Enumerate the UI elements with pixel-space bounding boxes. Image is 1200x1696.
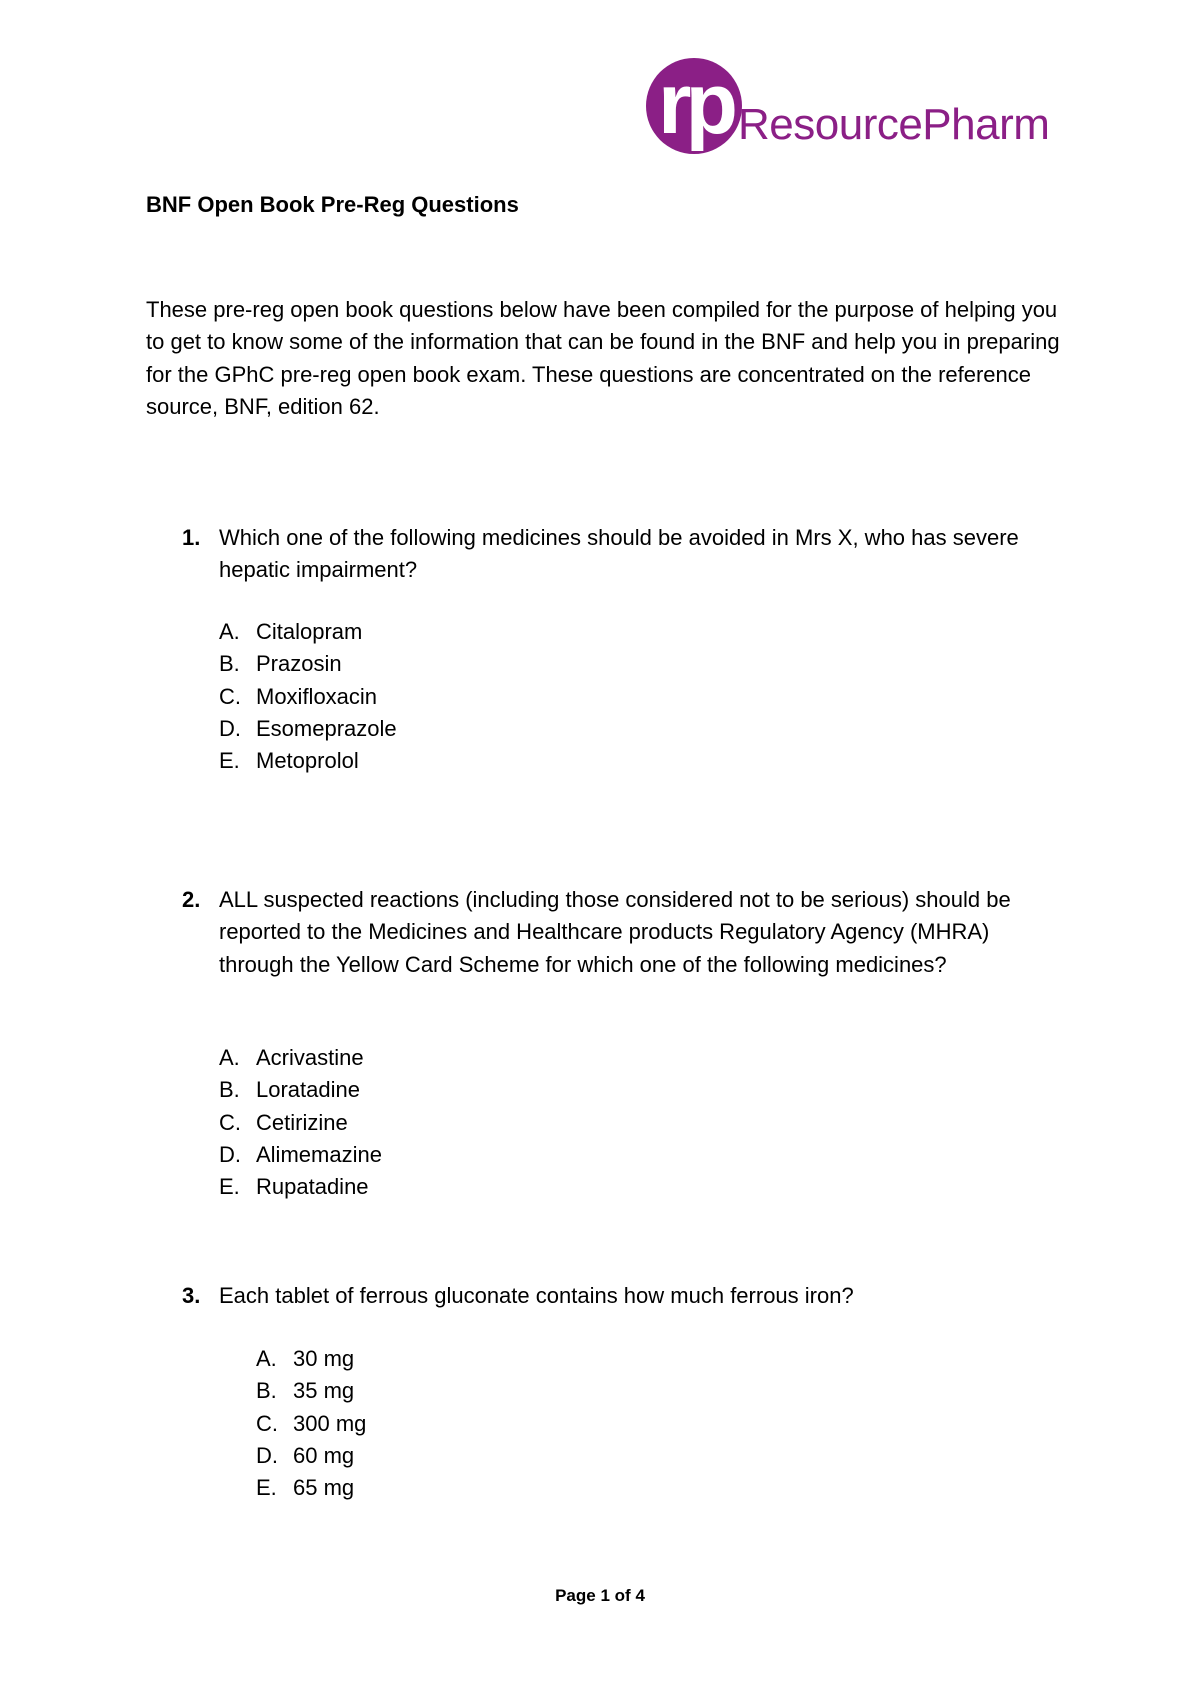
option-item xyxy=(219,648,397,680)
option-item xyxy=(256,1343,366,1375)
question-number: 1. xyxy=(182,525,201,550)
option-text: Esomeprazole xyxy=(256,715,397,741)
option-text: Acrivastine xyxy=(256,1045,364,1070)
option-text: Prazosin xyxy=(256,651,342,677)
question-text: Which one of the following medicines should be avoided in Mrs X, who has severe hepatic impairment? xyxy=(219,525,1019,583)
option-text: 300 mg xyxy=(293,1410,367,1436)
option-text: Rupatadine xyxy=(256,1174,369,1200)
logo-mark-text: rp xyxy=(658,56,732,152)
question-number: 3. xyxy=(182,1283,201,1308)
question-text: ALL suspected reactions (including those considered not to be serious) should be reported to the Medicines and Healthcare products Regulatory Agency (MHRA) through the Yellow Card Scheme for which one of the following medicines? xyxy=(219,887,1011,977)
option-letter: E. xyxy=(219,748,240,774)
option-letter: C. xyxy=(256,1410,278,1436)
option-item xyxy=(219,681,397,713)
option-text: 30 mg xyxy=(293,1346,355,1371)
option-item xyxy=(219,1171,382,1203)
option-text: Citalopram xyxy=(256,619,363,644)
option-text: 65 mg xyxy=(293,1475,355,1501)
intro-paragraph: These pre-reg open book questions below have been compiled for the purpose of helping you to get to know some of the information that can be found in the BNF and help you in preparing for the GPhC pre-reg open book exam. These questions are concentrated on the reference source, BNF, edition 62. xyxy=(146,297,1060,419)
option-letter: B. xyxy=(219,651,240,677)
option-list xyxy=(256,1343,366,1504)
option-list xyxy=(219,616,397,777)
page-title: BNF Open Book Pre-Reg Questions xyxy=(146,192,519,217)
option-letter: C. xyxy=(219,683,241,709)
page-number-footer xyxy=(0,1586,1200,1606)
option-text: Alimemazine xyxy=(256,1141,382,1167)
question-text: Each tablet of ferrous gluconate contains how much ferrous iron? xyxy=(219,1283,854,1308)
option-text: Loratadine xyxy=(256,1077,360,1103)
option-letter: D. xyxy=(256,1442,278,1468)
page-label: Page xyxy=(555,1586,596,1605)
option-list xyxy=(219,1042,382,1203)
option-letter: B. xyxy=(219,1077,240,1103)
option-text: Metoprolol xyxy=(256,748,359,774)
option-text: Moxifloxacin xyxy=(256,683,378,709)
logo-wordmark: ResourcePharm xyxy=(738,100,1050,149)
option-letter: B. xyxy=(256,1378,277,1404)
option-letter: E. xyxy=(256,1475,277,1501)
option-item xyxy=(256,1408,366,1440)
page-current: 1 xyxy=(600,1586,610,1605)
page-total: 4 xyxy=(635,1586,645,1605)
option-item xyxy=(256,1375,366,1407)
option-letter: E. xyxy=(219,1174,240,1200)
option-item xyxy=(219,1139,382,1171)
option-item xyxy=(219,616,397,648)
question-number: 2. xyxy=(182,887,201,912)
option-text: 60 mg xyxy=(293,1442,355,1468)
page-separator: of xyxy=(614,1586,631,1605)
option-letter: D. xyxy=(219,1141,241,1167)
option-letter: A. xyxy=(219,1045,240,1070)
resourcepharm-logo xyxy=(646,58,1086,154)
option-item xyxy=(219,745,397,777)
option-item xyxy=(219,1042,382,1074)
option-item xyxy=(256,1440,366,1472)
option-item xyxy=(219,713,397,745)
option-letter: C. xyxy=(219,1109,241,1135)
option-text: 35 mg xyxy=(293,1378,355,1404)
option-item xyxy=(256,1472,366,1504)
option-text: Cetirizine xyxy=(256,1109,348,1135)
option-item xyxy=(219,1107,382,1139)
option-letter: A. xyxy=(219,619,240,644)
option-item xyxy=(219,1074,382,1106)
option-letter: D. xyxy=(219,715,241,741)
option-letter: A. xyxy=(256,1346,277,1371)
